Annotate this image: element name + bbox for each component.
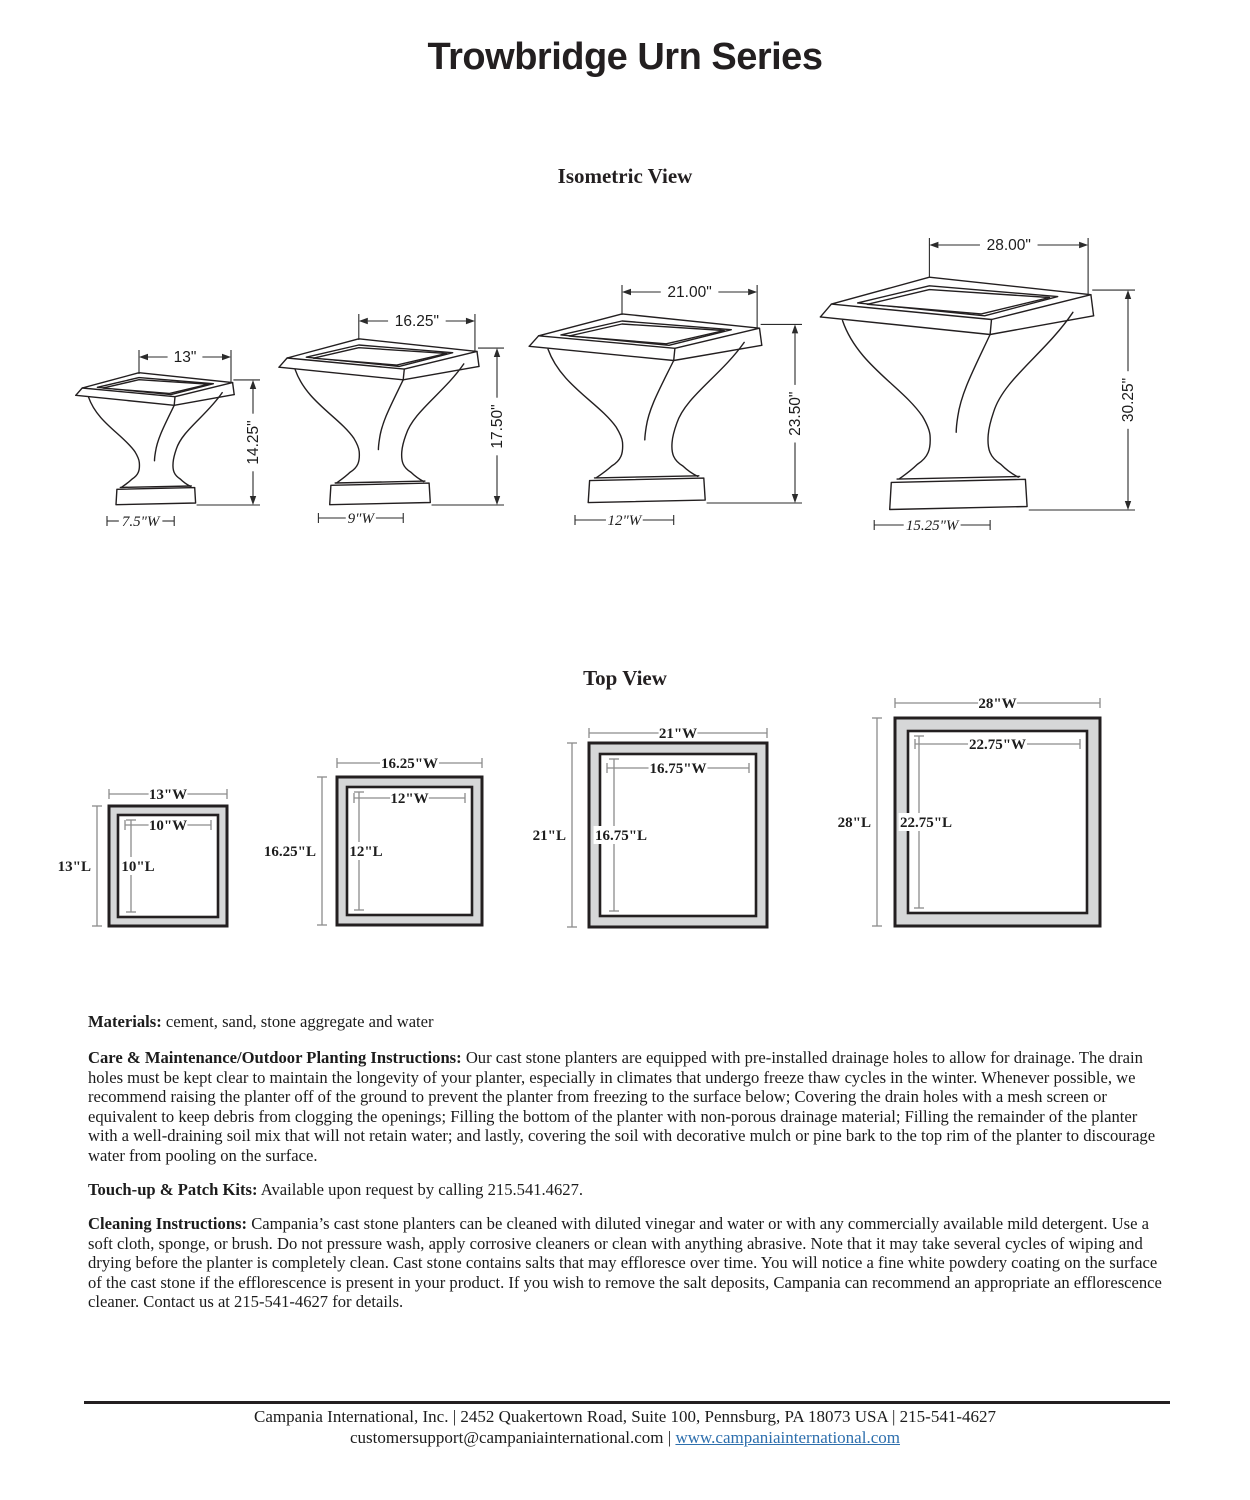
dimension-label: 13"L xyxy=(57,859,91,875)
urn-outline xyxy=(820,304,831,317)
cleaning-instructions-label: Cleaning Instructions: xyxy=(88,1214,248,1233)
urn-outline xyxy=(76,388,82,395)
dimension-label: 16.25" xyxy=(394,313,440,330)
urn-outline xyxy=(843,321,931,479)
urn-outline xyxy=(279,358,287,367)
urn-outline xyxy=(529,336,538,347)
dimension-label: 12"W xyxy=(607,513,642,529)
dimension-label: 7.5"W xyxy=(121,514,160,530)
footer-company-line: Campania International, Inc. | 2452 Quakertown Road, Suite 100, Pennsburg, PA 18073 USA | 215-541-4627 xyxy=(254,1407,996,1426)
urn-outline xyxy=(120,486,191,487)
dimension-label: 12"L xyxy=(349,844,383,860)
urn-outline xyxy=(890,479,1027,509)
dimension-label: 23.50" xyxy=(787,391,804,436)
materials-section xyxy=(88,1012,1170,1032)
footer-website-link[interactable]: www.campaniainternational.com xyxy=(675,1428,900,1447)
dimension-label: 16.25"L xyxy=(263,844,316,860)
urn-outline xyxy=(477,351,479,366)
urn-outline xyxy=(588,478,705,503)
urn-outline xyxy=(279,366,479,379)
top-view-square-1 xyxy=(58,787,227,926)
dimension-label: 28"W xyxy=(978,696,1017,712)
dimension-label: 21"L xyxy=(532,828,566,844)
urn-outline xyxy=(173,393,222,487)
dimension-label: 13" xyxy=(173,349,197,366)
footer-divider xyxy=(84,1401,1170,1404)
urn-outline xyxy=(403,369,404,380)
dimension-label: 28.00" xyxy=(986,237,1031,254)
dimension-label: 21.00" xyxy=(667,284,712,301)
urn-drawing-3 xyxy=(529,284,804,529)
urn-outline xyxy=(990,320,991,335)
urn-outline xyxy=(155,405,175,461)
urn-outline xyxy=(174,397,175,406)
page-title: Trowbridge Urn Series xyxy=(427,36,823,78)
dimension-label: 21"W xyxy=(658,726,698,742)
materials-label: Materials: xyxy=(88,1012,162,1031)
urn-outline xyxy=(760,328,762,345)
top-view-heading: Top View xyxy=(583,666,667,690)
urn-outline xyxy=(820,316,1093,335)
isometric-view-heading: Isometric View xyxy=(557,164,693,188)
urn-outline xyxy=(402,364,464,482)
urn-outline xyxy=(956,335,990,433)
urn-outline xyxy=(674,348,675,360)
care-maintenance-label: Care & Maintenance/Outdoor Planting Instructions: xyxy=(88,1048,462,1067)
dimension-label: 30.25" xyxy=(1120,377,1137,423)
care-maintenance-section xyxy=(88,1048,1170,1165)
urn-outline xyxy=(529,345,762,360)
cleaning-instructions-text: Campania’s cast stone planters can be cleaned with diluted vinegar and water or with any commercially available mild detergent. Use a soft cloth, sponge, or brush. Do not pressure wash, apply corrosive cleaners or clean with anything abrasive. Note that it may take several cycles of wiping and drying before the planter is completely clean. Cast stone contains salts that may effloresce over time. You will notice a fine white powdery coating on the surface of the cast stone if the efflorescence is present in your product. If you wish to remove the salt deposits, Campania can recommend an appropriate an efflorescence cleaner. Contact us at 215-541-4627 for details. xyxy=(88,1214,1162,1311)
urn-outline xyxy=(595,476,699,478)
touchup-patch-kits-section xyxy=(88,1180,1170,1200)
urn-outline xyxy=(645,361,674,440)
urn-outline xyxy=(1091,295,1094,316)
footer-contact-line xyxy=(85,1428,1165,1448)
dimension-label: 9"W xyxy=(347,511,374,527)
dimension-label: 22.75"L xyxy=(899,815,953,831)
urn-outline xyxy=(335,481,425,483)
urn-outline xyxy=(116,488,196,505)
urn-outline xyxy=(548,349,623,477)
top-view-square-2 xyxy=(264,756,482,925)
footer-separator: | xyxy=(663,1428,676,1447)
urn-outline xyxy=(897,477,1020,480)
urn-drawing-2 xyxy=(279,313,506,527)
dimension-label: 13"W xyxy=(148,787,188,803)
dimension-label: 10"L xyxy=(121,859,155,875)
urn-drawing-4 xyxy=(820,237,1137,534)
urn-drawing-1 xyxy=(76,349,262,530)
urn-outline xyxy=(330,483,431,505)
urn-outline xyxy=(76,395,234,406)
urn-outline xyxy=(672,342,744,476)
dimension-label: 14.25" xyxy=(245,420,262,465)
dimension-label: 16.25"W xyxy=(380,756,439,772)
dimension-label: 12"W xyxy=(390,791,429,807)
dimension-label: 22.75"W xyxy=(968,737,1027,753)
dimension-label: 16.75"L xyxy=(594,828,648,844)
dimension-label: 28"L xyxy=(837,815,871,831)
footer-email: customersupport@campaniainternational.com xyxy=(350,1428,664,1447)
touchup-patch-kits-text: Available upon request by calling 215.541.4627. xyxy=(260,1180,584,1199)
care-maintenance-text: Our cast stone planters are equipped with pre-installed drainage holes to allow for drainage. The drain holes must be kept clear to maintain the longevity of your planter, especially in climates that undergo freeze thaw cycles in the winter. Whenever possible, we recommend raising the planter off of the ground to prevent the planter from freezing to the surface below; Covering the drain holes with a mesh screen or equivalent to keep debris from clogging the openings; Filling the bottom of the planter with non-porous drainage material; Filling the remainder of the planter with a well-draining soil mix that will not retain water; and lastly, covering the soil with decorative mulch or pine bark to the top rim of the planter to discourage water from pooling on the surface. xyxy=(88,1048,1156,1165)
top-view-square-3 xyxy=(533,726,767,927)
urn-outline xyxy=(378,380,403,450)
urn-outline xyxy=(89,397,140,487)
cleaning-instructions-section xyxy=(88,1214,1170,1312)
top-view-square-4 xyxy=(838,696,1100,926)
materials-text: cement, sand, stone aggregate and water xyxy=(165,1012,434,1031)
urn-outline xyxy=(233,383,235,395)
urn-outline xyxy=(295,370,359,483)
dimension-label: 16.75"W xyxy=(649,761,707,777)
dimension-label: 15.25"W xyxy=(905,518,959,534)
urn-outline xyxy=(988,312,1073,477)
dimension-label: 10"W xyxy=(148,818,188,834)
dimension-label: 17.50" xyxy=(489,404,506,449)
touchup-patch-kits-label: Touch-up & Patch Kits: xyxy=(88,1180,258,1199)
